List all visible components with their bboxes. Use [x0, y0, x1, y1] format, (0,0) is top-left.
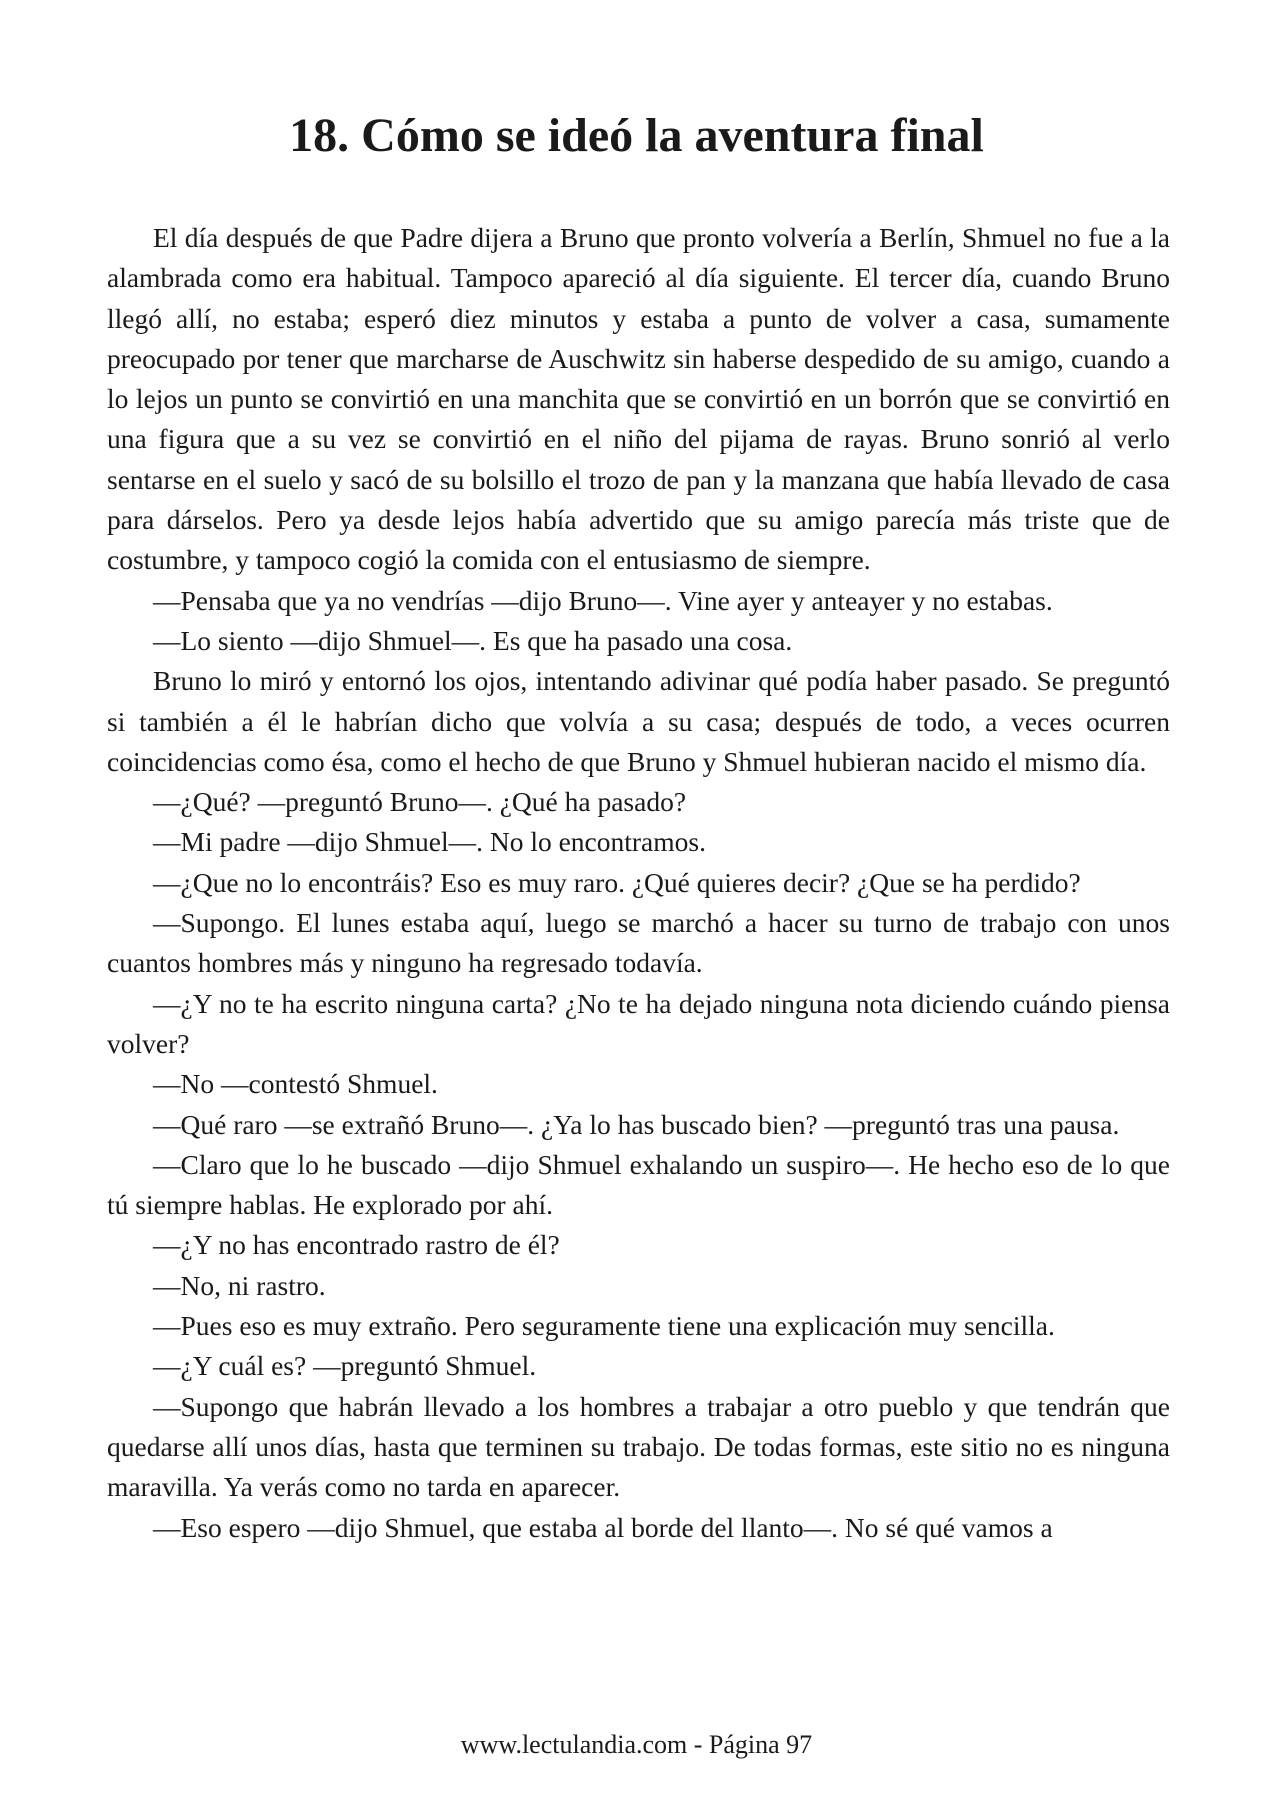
paragraph: —Claro que lo he buscado —dijo Shmuel exhalando un suspiro—. He hecho eso de lo que tú siempre hablas. He explorado por ahí.: [107, 1148, 1170, 1221]
paragraph: —¿Y no te ha escrito ninguna carta? ¿No te ha dejado ninguna nota diciendo cuándo piensa volver?: [107, 987, 1170, 1059]
paragraph: —Supongo. El lunes estaba aquí, luego se marchó a hacer su turno de trabajo con unos cuantos hombres más y ninguno ha regresado todavía.: [107, 907, 1170, 979]
chapter-body: [107, 218, 1170, 1548]
paragraph: —Pues eso es muy extraño. Pero seguramente tiene una explicación muy sencilla.: [153, 1310, 1055, 1342]
paragraph: —¿Y cuál es? —preguntó Shmuel.: [153, 1350, 537, 1382]
paragraph: —¿Y no has encontrado rastro de él?: [153, 1229, 560, 1261]
paragraph: —Mi padre —dijo Shmuel—. No lo encontramos.: [153, 826, 706, 858]
paragraph: —¿Que no lo encontráis? Eso es muy raro. ¿Qué quieres decir? ¿Que se ha perdido?: [153, 866, 1081, 898]
paragraph: Bruno lo miró y entornó los ojos, intentando adivinar qué podía haber pasado. Se preguntó si también a él le habrían dicho que volvía a su casa; después de todo, a veces ocurren coincidencias como ésa, como el hecho de que Bruno y Shmuel hubieran nacido el mismo día.: [107, 665, 1170, 777]
paragraph: —Lo siento —dijo Shmuel—. Es que ha pasado una cosa.: [153, 624, 793, 656]
paragraph: —Qué raro —se extrañó Bruno—. ¿Ya lo has buscado bien? —preguntó tras una pausa.: [153, 1108, 1120, 1140]
paragraph: —No, ni rastro.: [153, 1269, 326, 1301]
paragraph: —¿Qué? —preguntó Bruno—. ¿Qué ha pasado?: [153, 786, 687, 818]
paragraph: El día después de que Padre dijera a Bruno que pronto volvería a Berlín, Shmuel no fue a la alambrada como era habitual. Tampoco apareció al día siguiente. El tercer día, cuando Bruno llegó allí, no estaba; esperó diez minutos y estaba a punto de volver a casa, sumamente preocupado por tener que marcharse de Auschwitz sin haberse despedido de su amigo, cuando a lo lejos un punto se convirtió en una manchita que se convirtió en un borrón que se convirtió en una figura que a su vez se convirtió en el niño del pijama de rayas. Bruno sonrió al verlo sentarse en el suelo y sacó de su bolsillo el trozo de pan y la manzana que había llevado de casa para dárselos. Pero ya desde lejos había advertido que su amigo parecía más triste que de costumbre, y tampoco cogió la comida con el entusiasmo de siempre.: [107, 222, 1170, 576]
paragraph: —Pensaba que ya no vendrías —dijo Bruno—. Vine ayer y anteayer y no estabas.: [153, 584, 1053, 616]
paragraph: —Eso espero —dijo Shmuel, que estaba al borde del llanto—. No sé qué vamos a: [153, 1511, 1053, 1543]
paragraph: —Supongo que habrán llevado a los hombres a trabajar a otro pueblo y que tendrán que quedarse allí unos días, hasta que terminen su trabajo. De todas formas, este sitio no es ninguna maravilla. Ya verás como no tarda en aparecer.: [107, 1390, 1170, 1503]
chapter-title: 18. Cómo se ideó la aventura final: [289, 109, 984, 162]
paragraph: —No —contestó Shmuel.: [153, 1068, 438, 1100]
page-footer: www.lectulandia.com - Página 97: [460, 1730, 813, 1759]
